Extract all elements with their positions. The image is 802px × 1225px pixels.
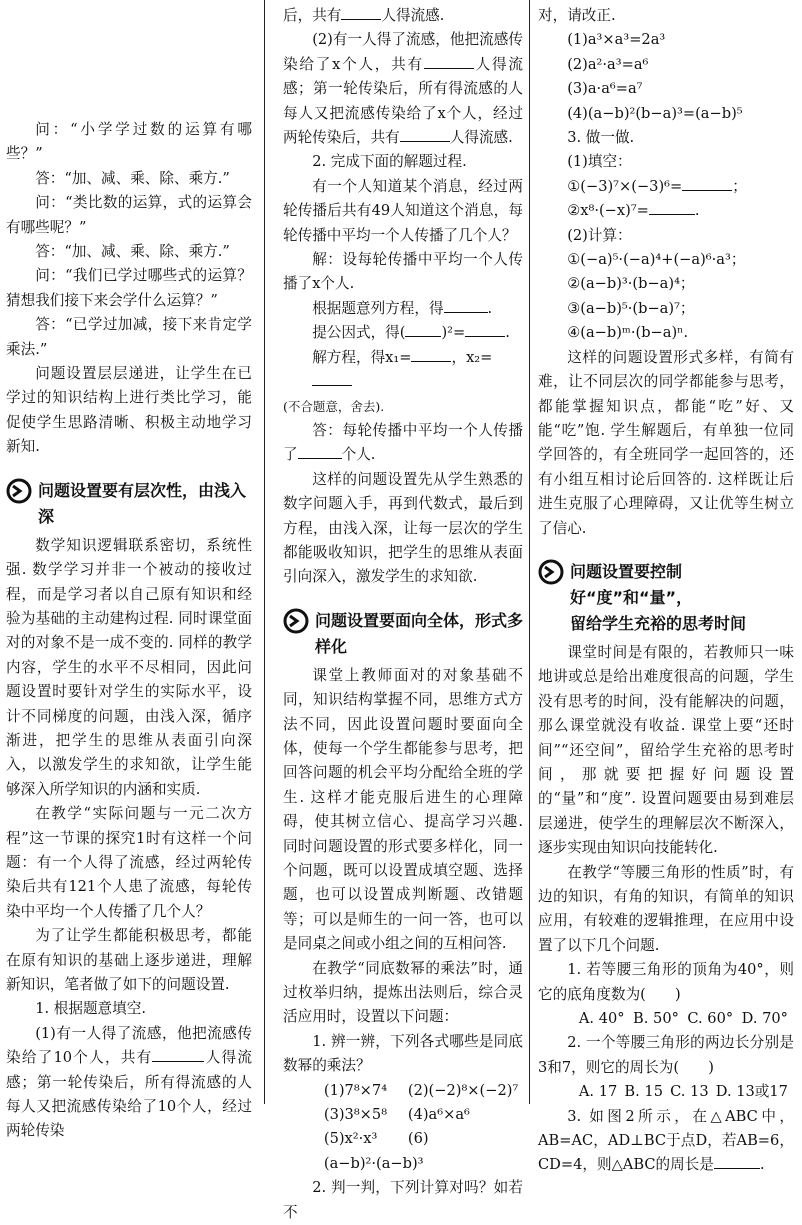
choice-option[interactable]: B. 50° — [633, 1010, 679, 1028]
paragraph: 课堂上教师面对的对象基础不同，知识结构掌握不同，思维方式方法不同，因此设置问题时要面向全体，使每一个学生都能参与思考，把回答问题的机会平均分配给全班的学生. 这样才能克服后进生的心理障碍，使其树立信心、提高学习兴趣. 同时问题设置的形式要多样化，同一个问题，既可以设置成填空题、选择题，也可以设置成判断题、改错题等；可以是师生的一问一答，也可以是同桌之间或小组之间的互相问答. — [283, 666, 523, 953]
choice-option[interactable]: C. 60° — [687, 1010, 734, 1028]
paragraph: 在教学“实际问题与一元二次方程”这一节课的探究1时有这样一个问题：有一个人得了流感，经过两轮传染后共有121个人患了流感，每轮传染中平均一个人传播了几个人？ — [6, 805, 252, 920]
formula-line: ①(−3)⁷×(−3)⁶= ； — [538, 175, 794, 199]
question-item: (2)有一人得了流感，他把流感传染给了x个人，共有 人得流感；第一轮传染后，所有得流感的人每人又把流感传染给了x个人，经过两轮传染后，共有 人得流感. — [283, 31, 523, 147]
paragraph: 问题设置层层递进，让学生在已学过的知识结构上进行类比学习，能促使学生思路清晰、积极主动地学习新知. — [6, 365, 252, 456]
answer-blank[interactable] — [312, 370, 352, 386]
formula-line: ④(a−b)ᵐ·(b−a)ⁿ. — [567, 324, 689, 342]
formula-row: (5)x²·x³ (6)(a−b)²·(a−b)³ — [323, 1130, 429, 1172]
column-right — [538, 0, 794, 1174]
continued-text: 后，共有 人得流感. — [283, 4, 523, 28]
choice-option[interactable]: C. 13 — [670, 1083, 709, 1101]
dialog-line: 答：“加、减、乘、除、乘方.” — [35, 169, 230, 187]
question-item: (2)计算： — [567, 226, 632, 244]
answer-blank[interactable] — [298, 443, 342, 459]
section-heading-text: 问题设置要控制好“度”和“量”， 留给学生充裕的思考时间 — [570, 561, 747, 633]
choice-option[interactable]: D. 70° — [741, 1010, 788, 1028]
formula-line: ③(a−b)⁵·(b−a)⁷； — [567, 299, 695, 317]
answer-blank[interactable] — [649, 199, 695, 215]
question-item: 3. 如图2所示，在△ABC中，AB=AC，AD⊥BC于点D，若AB=6，CD=4，则△ABC的周长是 . — [538, 1107, 794, 1174]
question-item: 2. 判一判，下列计算对吗？如若不 — [283, 1179, 523, 1221]
answer-blank[interactable] — [400, 126, 450, 142]
continued-text: 对，请改正. — [538, 7, 616, 24]
choice-option[interactable]: A. 40° — [578, 1010, 625, 1028]
choice-row — [538, 1080, 794, 1104]
paragraph: 这样的问题设置先从学生熟悉的数字问题入手，再到代数式，最后到方程，由浅入深，让每一层次的学生都能吸收知识，把学生的思维从表面引向深入，激发学生的求知欲. — [283, 470, 523, 586]
solution-line: 答：每轮传播中平均一个人传播了 个人. — [283, 421, 523, 464]
question-item: (1)填空： — [567, 153, 632, 171]
section-heading-text: 问题设置要有层次性，由浅入深 — [38, 480, 247, 526]
solution-line: 解：设每轮传播中平均一个人传播了x个人. — [283, 251, 523, 293]
solution-line: 解方程，得x₁= ，x₂= — [283, 346, 523, 395]
column-divider-left — [264, 0, 265, 1104]
dialog-line: 问：“类比数的运算，式的运算会有哪些呢？” — [6, 194, 252, 236]
question-item: 2. 一个等腰三角形的两边长分别是3和7，则它的周长为( ) — [538, 1034, 794, 1076]
formula-line: ②x⁸·(−x)⁷= . — [538, 199, 794, 223]
question-item: 1. 若等腰三角形的顶角为40°，则它的底角度数为( ) — [538, 961, 794, 1003]
choice-option[interactable]: B. 15 — [624, 1083, 663, 1101]
answer-blank[interactable] — [405, 321, 441, 337]
formula-line: (3)a·a⁶=a⁷ — [567, 80, 643, 98]
column-middle — [283, 0, 524, 1221]
choice-option[interactable]: D. 13或17 — [715, 1083, 788, 1101]
answer-blank[interactable] — [341, 4, 381, 20]
formula-line: (1)a³×a³=2a³ — [567, 31, 666, 49]
section-marker-icon — [538, 559, 564, 585]
dialog-line: 问：“我们已学过哪些式的运算？猜想我们接下来会学什么运算？” — [6, 267, 252, 309]
formula-row: (1)7⁸×7⁴ (2)(−2)⁸×(−2)⁷ — [323, 1081, 519, 1099]
answer-blank[interactable] — [411, 346, 451, 362]
answer-blank[interactable] — [424, 53, 474, 69]
formula-line: ②(a−b)³·(b−a)⁴； — [567, 275, 695, 293]
choice-row — [538, 1007, 794, 1031]
paragraph: 有一个人知道某个消息，经过两轮传播后共有49人知道这个消息，每轮传播中平均一个人传播了几个人？ — [283, 177, 523, 244]
answer-blank[interactable] — [714, 1153, 760, 1169]
paragraph: 在教学“等腰三角形的性质”时，有边的知识，有角的知识，有简单的知识应用，有较难的逻辑推理，在应用中设置了以下几个问题. — [538, 863, 794, 954]
answer-blank[interactable] — [682, 175, 732, 191]
formula-line: (2)a²·a³=a⁶ — [567, 55, 649, 73]
paragraph: 这样的问题设置形式多样，有简有难，让不同层次的同学都能参与思考，都能掌握知识点，都能“吃”好、又能“吃”饱. 学生解题后，有单独一位同学回答的，有全班同学一起回答的，还有小组互相讨论后回答的. 这样既让后进生克服了心理障碍，又让优等生树立了信心. — [538, 348, 794, 537]
dialog-line: 问：“小学学过数的运算有哪些？” — [6, 121, 252, 163]
formula-row: (3)3⁸×5⁸ (4)a⁶×a⁶ — [323, 1106, 470, 1124]
question-item: 1. 根据题意填空. — [35, 1000, 146, 1018]
paragraph: 数学知识逻辑联系密切，系统性强. 数学学习并非一个被动的接收过程，而是学习者以自己原有知识和经验为基础的主动建构过程. 同时课堂面对的对象不是一成不变的. 同样的教学内容，学生的水平不尽相同，因此问题设置时要针对学生的实际水平，设计不同梯度的问题，由浅入深，循序渐进，把学生的思维从表面引向深入，以激发学生的求知欲，让学生能够深入所学知识的内涵和实质. — [6, 536, 252, 798]
paragraph: 在教学“同底数幂的乘法”时，通过枚举归纳，提炼出法则后，综合灵活应用时，设置以下问题： — [283, 959, 523, 1026]
question-item: (1)有一人得了流感，他把流感传染给了10个人，共有 人得流感；第一轮传染后，所有得流感的人每人又把流感传染给了10个人，经过两轮传染 — [6, 1024, 252, 1140]
answer-blank[interactable] — [152, 1046, 204, 1062]
paragraph: 课堂时间是有限的，若教师只一味地讲或总是给出难度很高的问题，学生没有思考的时间，没有能解决的问题，那么课堂就没有收益. 课堂上要“还时间”“还空间”，留给学生充裕的思考时间，那就要把握好问题设置的“量”和“度”. 设置问题要由易到难层层递进，使学生的理解层次不断深入，逐步实现由知识向技能转化. — [538, 643, 794, 857]
dialog-line: 答：“加、减、乘、除、乘方.” — [35, 243, 230, 261]
section-heading-text: 问题设置要面向全体，形式多样化 — [315, 610, 524, 656]
question-item: 1. 辨一辨，下列各式哪些是同底数幂的乘法？ — [283, 1032, 523, 1075]
column-divider-right — [529, 0, 530, 1104]
answer-blank[interactable] — [444, 297, 488, 313]
section-heading — [538, 559, 794, 637]
solution-line: 根据题意列方程，得 . — [283, 297, 523, 321]
column-left — [6, 0, 252, 1140]
question-item: 3. 做一做. — [567, 129, 635, 147]
formula-line: ①(−a)⁵·(−a)⁴+(−a)⁶·a³； — [567, 251, 746, 269]
solution-note: (不合题意，舍去). — [283, 398, 385, 414]
answer-blank[interactable] — [465, 321, 505, 337]
section-heading — [283, 608, 523, 660]
section-marker-icon — [6, 478, 32, 504]
question-item: 2. 完成下面的解题过程. — [312, 153, 467, 171]
paragraph: 为了让学生都能积极思考，都能在原有知识的基础上逐步递进，理解新知识，笔者做了如下的问题设置. — [6, 927, 252, 993]
solution-line: 提公因式，得( )²= . — [283, 321, 523, 345]
formula-line: (4)(a−b)²(b−a)³=(a−b)⁵ — [567, 104, 743, 122]
dialog-line: 答：“已学过加减，接下来肯定学乘法.” — [6, 316, 252, 358]
section-heading — [6, 478, 252, 530]
choice-option[interactable]: A. 17 — [578, 1083, 618, 1101]
section-marker-icon — [283, 608, 309, 634]
